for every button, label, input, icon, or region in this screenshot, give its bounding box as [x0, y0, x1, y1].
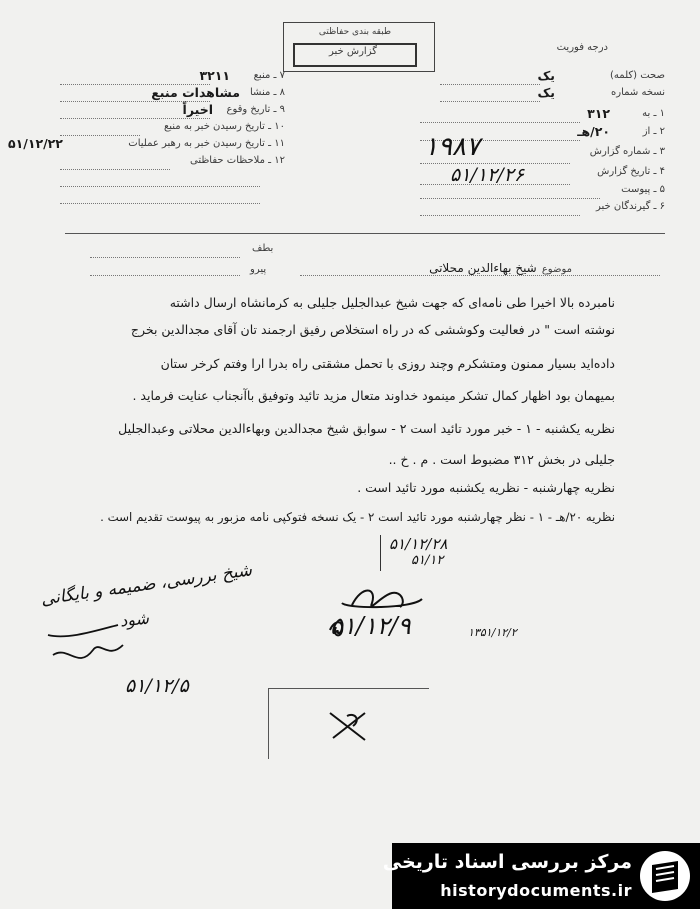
report-title: گزارش خبر: [329, 46, 377, 57]
body-line: نظریه ۲۰/هـ - ۱ - نظر چهارشنبه مورد تائید است ۲ - یک نسخه فتوکپی نامه مزبور به پیوست تقدیم است .: [100, 510, 615, 524]
left-field-value: مشاهدات منبع: [151, 85, 240, 100]
archive-logo-banner: [382, 843, 700, 909]
right-field-label: ۶ ـ گیرندگان خبر: [595, 201, 665, 212]
side-label: پیرو: [250, 264, 267, 275]
handwritten-date-left: ۵۱/۱۲/۵: [125, 675, 189, 697]
left-field-value: اخیراً: [182, 102, 213, 117]
body-line: نوشته است " در فعالیت وکوششی که در راه استخلاص رفیق ارجمند تان آقای مجدالدین بخرج: [130, 322, 615, 337]
right-field-value: یک: [537, 85, 555, 100]
right-field-label: ۳ ـ شماره گزارش: [589, 146, 665, 157]
left-field-label: ۸ ـ منشا: [249, 87, 285, 98]
subject-value: شیخ بهاءالدین محلاتی: [429, 261, 537, 275]
handwritten-note: شود: [119, 608, 150, 631]
subject-label: موضوع: [541, 264, 572, 275]
right-field-label: ۱ ـ به: [642, 108, 665, 119]
initial-mark: [325, 708, 375, 744]
archive-url: historydocuments.ir: [440, 881, 632, 900]
side-label: بطف: [252, 243, 274, 254]
signature-date: ۵۱/۱۲/۹: [330, 612, 411, 640]
urgency-label: درجه فوریت: [556, 42, 608, 53]
left-field-label: ۱۰ ـ تاریخ رسیدن خبر به منبع: [163, 121, 285, 132]
left-field-label: ۹ ـ تاریخ وقوع: [226, 104, 285, 115]
stamp-date: ۵۱/۱۲/۲۸: [389, 535, 448, 553]
right-field-label: ۲ ـ از: [642, 126, 665, 137]
right-field-value: ۲۰/هـ: [577, 124, 610, 139]
handwritten-signature-left: [38, 615, 128, 675]
report-number-handwritten: ۱۹۸۷: [424, 132, 480, 162]
archive-logo-icon: [638, 849, 692, 903]
right-field-label: ۵ ـ پیوست: [621, 184, 665, 195]
body-line: نظریه یکشنبه - ۱ - خبر مورد تائید است ۲ - سوابق شیخ مجدالدین وبهاءالدین محلاتی وعبدالجلیل: [118, 421, 615, 436]
header-divider: [65, 233, 665, 234]
archive-name-fa: مرکز بررسی اسناد تاریخی: [382, 851, 632, 873]
body-line: جلیلی در بخش ۳۱۲ مضبوط است . م . خ ..: [388, 452, 615, 467]
left-field-label: ۱۲ ـ ملاحظات حفاظتی: [190, 155, 285, 166]
subject-row: [429, 257, 572, 276]
stamp-date: ۵۱/۱۲: [411, 553, 444, 568]
right-field-value: ۳۱۲: [587, 106, 610, 121]
left-field-value: ۵۱/۱۲/۲۲: [8, 136, 63, 151]
body-line: داده‌اید بسیار ممنون ومتشکرم وچند روزی با تحمل مشقتی راه بدرا ارا وفتم کرخر ستان: [160, 356, 615, 371]
reference-number: ۱۳۵۱/۱۲/۲: [468, 626, 517, 639]
date-stamp: [380, 535, 501, 571]
handwritten-note: شیخ بررسی، ضمیمه و بایگانی: [39, 560, 254, 610]
right-field-value: یک: [537, 68, 555, 83]
report-date-handwritten: ۵۱/۱۲/۲۶: [450, 164, 525, 186]
left-field-value: ۳۲۱۱: [199, 68, 230, 83]
body-line: نامبرده بالا اخیرا طی نامه‌ای که جهت شیخ عبدالجلیل جلیلی به کرمانشاه ارسال داشته: [169, 295, 615, 310]
body-line: نظریه چهارشنبه - نظریه یکشنبه مورد تائید است .: [357, 480, 615, 495]
body-line: بمیهمان بود اظهار کمال تشکر مینمود خداوند متعال مزید تائید وتوفیق باآنجناب عنایت فرماید .: [132, 388, 615, 403]
right-field-label: صحت (کلمه): [610, 70, 665, 81]
left-field-label: ۱۱ ـ تاریخ رسیدن خبر به رهبر عملیات: [128, 138, 285, 149]
left-field-label: ۷ ـ منبع: [253, 70, 285, 81]
classification-box-title: طبقه بندی حفاظتی: [318, 27, 392, 37]
right-field-label: نسخه شماره: [611, 87, 665, 98]
right-field-label: ۴ ـ تاریخ گزارش: [597, 166, 665, 177]
